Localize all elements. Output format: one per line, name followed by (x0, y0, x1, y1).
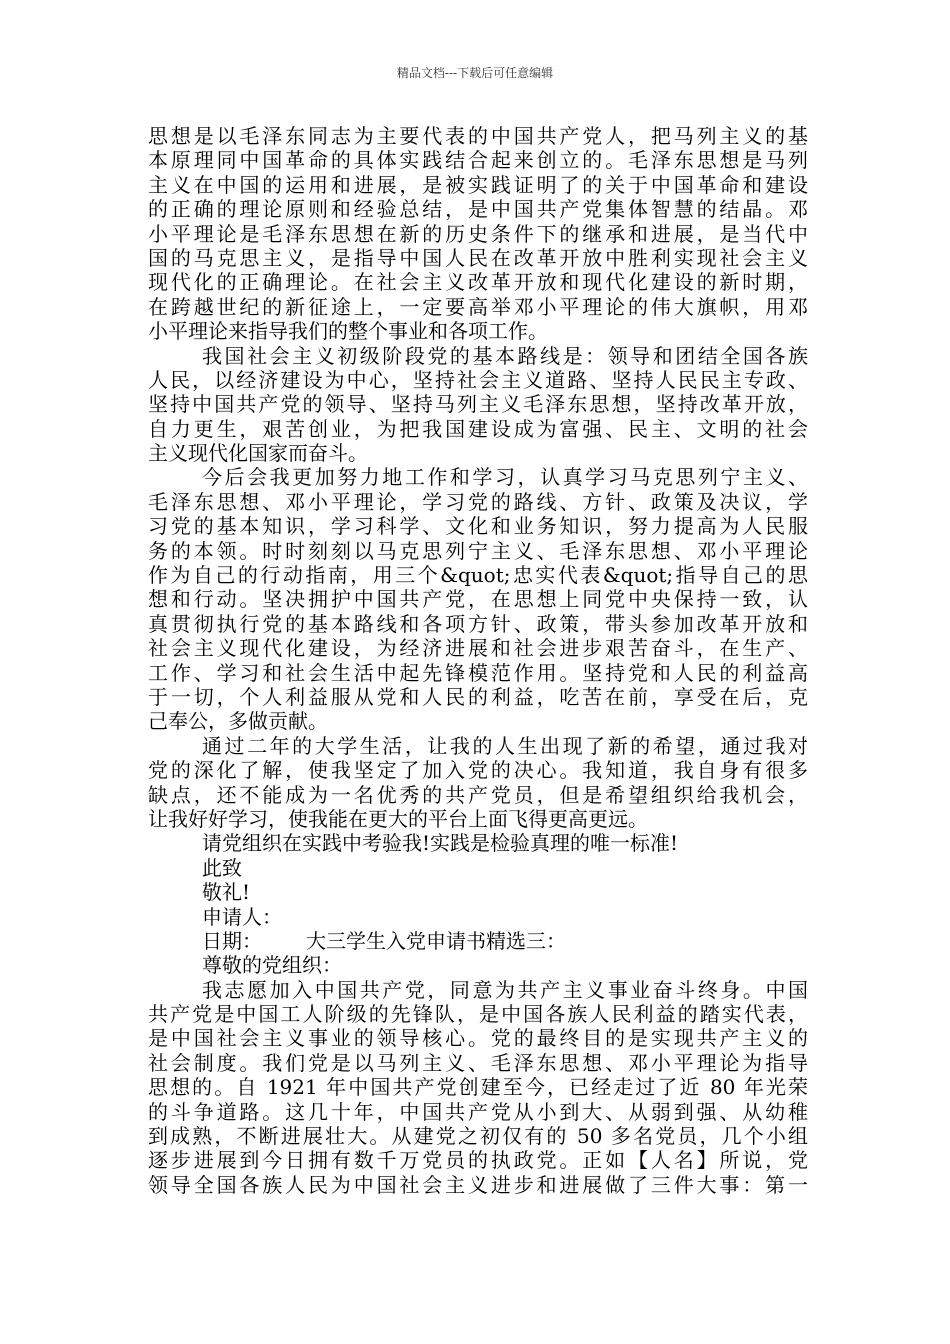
text-line: 习党的基本知识，学习科学、文化和业务知识，努力提高为人民服 (148, 514, 808, 539)
text-line: 主义现代化国家而奋斗。 (148, 441, 368, 466)
text-line: 作为自己的行动指南，用三个&quot;忠实代表&quot;指导自己的思 (148, 563, 808, 588)
text-line: 主义在中国的运用和进展，是被实践证明了的关于中国革命和建设 (148, 172, 808, 197)
salutation-line: 此致 (202, 855, 242, 880)
salutation-line: 敬礼! (202, 880, 251, 905)
text-line: 到成熟，不断进展壮大。从建党之初仅有的 50 多名党员，几个小组 (148, 1124, 808, 1149)
text-line: 社会制度。我们党是以马列主义、毛泽东思想、邓小平理论为指导 (148, 1050, 808, 1075)
text-line: 毛泽东思想、邓小平理论，学习党的路线、方针、政策及决议，学 (148, 489, 808, 514)
text-line: 是中国社会主义事业的领导核心。党的最终目的是实现共产主义的 (148, 1026, 808, 1051)
text-line: 己奉公，多做贡献。 (148, 709, 328, 734)
text-line: 坚持中国共产党的领导、坚持马列主义毛泽东思想，坚持改革开放， (148, 392, 808, 417)
text-line: 在跨越世纪的新征途上，一定要高举邓小平理论的伟大旗帜，用邓 (148, 294, 808, 319)
paragraph-first-line: 我国社会主义初级阶段党的基本路线是：领导和团结全国各族 (202, 343, 808, 368)
text-line: 自力更生，艰苦创业，为把我国建设成为富强、民主、文明的社会 (148, 416, 808, 441)
text-line: 现代化的正确理论。在社会主义改革开放和现代化建设的新时期， (148, 270, 808, 295)
paragraph-first-line: 通过二年的大学生活，让我的人生出现了新的希望，通过我对 (202, 733, 808, 758)
text-line: 思想的。自 1921 年中国共产党创建至今，已经走过了近 80 年光荣 (148, 1075, 808, 1100)
text-line: 的正确的理论原则和经验总结，是中国共产党集体智慧的结晶。邓 (148, 197, 808, 222)
page-header: 精品文档---下载后可任意编辑 (396, 66, 554, 80)
date-line (148, 929, 808, 953)
date-label: 日期： (202, 928, 262, 953)
text-line: 国的马克思主义，是指导中国人民在改革开放中胜利实现社会主义 (148, 245, 808, 270)
text-line: 思想是以毛泽东同志为主要代表的中国共产党人，把马列主义的基 (148, 124, 808, 148)
text-line: 逐步进展到今日拥有数千万党员的执政党。正如【人名】所说，党 (148, 1148, 808, 1173)
text-line: 真贯彻执行党的基本路线和各项方针、政策，带头参加改革开放和 (148, 611, 808, 636)
text-line: 缺点，还不能成为一名优秀的共产党员，但是希望组织给我机会， (148, 782, 808, 807)
text-line: 党的深化了解，使我坚定了加入党的决心。我知道，我自身有很多 (148, 758, 808, 783)
text-line: 务的本领。时时刻刻以马克思列宁主义、毛泽东思想、邓小平理论 (148, 538, 808, 563)
text-line: 于一切，个人利益服从党和人民的利益，吃苦在前，享受在后，克 (148, 684, 808, 709)
text-line: 人民，以经济建设为中心，坚持社会主义道路、坚持人民民主专政、 (148, 367, 808, 392)
section-title: 大三学生入党申请书精选三： (306, 928, 566, 953)
text-line: 小平理论来指导我们的整个事业和各项工作。 (148, 319, 548, 344)
document-body (148, 124, 808, 1197)
text-line: 社会主义现代化建设，为经济进展和社会进步艰苦奋斗，在生产、 (148, 636, 808, 661)
greeting-line: 尊敬的党组织： (202, 953, 342, 978)
applicant-line: 申请人： (202, 904, 282, 929)
closing-line: 请党组织在实践中考验我!实践是检验真理的唯一标准! (202, 831, 679, 856)
paragraph-first-line: 我志愿加入中国共产党，同意为共产主义事业奋斗终身。中国 (202, 977, 808, 1002)
text-line: 工作、学习和社会生活中起先锋模范作用。坚持党和人民的利益高 (148, 660, 808, 685)
text-line: 领导全国各族人民为中国社会主义进步和进展做了三件大事：第一 (148, 1172, 808, 1197)
text-line: 本原理同中国革命的具体实践结合起来创立的。毛泽东思想是马列 (148, 148, 808, 173)
text-line: 想和行动。坚决拥护中国共产党，在思想上同党中央保持一致，认 (148, 587, 808, 612)
paragraph-first-line: 今后会我更加努力地工作和学习，认真学习马克思列宁主义、 (202, 465, 808, 490)
text-line: 让我好好学习，使我能在更大的平台上面飞得更高更远。 (148, 806, 648, 831)
text-line: 共产党是中国工人阶级的先锋队，是中国各族人民利益的踏实代表， (148, 1002, 808, 1027)
text-line: 小平理论是毛泽东思想在新的历史条件下的继承和进展，是当代中 (148, 221, 808, 246)
text-line: 的斗争道路。这几十年，中国共产党从小到大、从弱到强、从幼稚 (148, 1099, 808, 1124)
